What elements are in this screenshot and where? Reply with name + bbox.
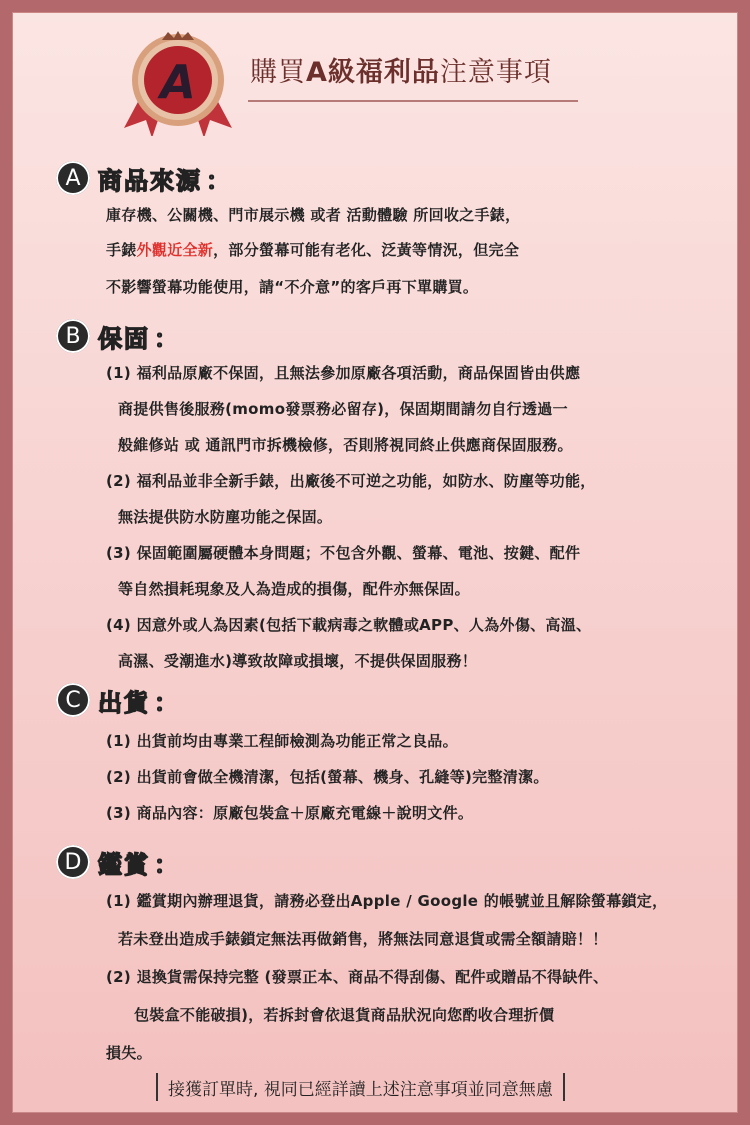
section-b-line: (3) 保固範圍屬硬體本身問題；不包含外觀、螢幕、電池、按鍵、配件 <box>106 544 581 562</box>
section-b-line: 高濕、受潮進水)導致故障或損壞，不提供保固服務！ <box>118 652 478 670</box>
section-b-title: 保固 <box>98 324 150 353</box>
section-b-line: (4) 因意外或人為因素(包括下載病毒之軟體或APP、人為外傷、高溫、 <box>106 616 592 634</box>
section-d-line: (1) 鑑賞期內辦理退貨，請務必登出Apple / Google 的帳號並且解除螢幕鎖定， <box>106 892 668 910</box>
section-d-line: (2) 退換貨需保持完整 (發票正本、商品不得刮傷、配件或贈品不得缺件、 <box>106 968 609 986</box>
section-a-line-2: 手錶外觀近全新，部分螢幕可能有老化、泛黃等情況，但完全 <box>106 241 520 259</box>
section-c-line: (1) 出貨前均由專業工程師檢測為功能正常之良品。 <box>106 732 458 750</box>
section-b-line: (1) 福利品原廠不保固，且無法參加原廠各項活動，商品保固皆由供應 <box>106 364 581 382</box>
section-c-line: (2) 出貨前會做全機清潔，包括(螢幕、機身、孔縫等)完整清潔。 <box>106 768 549 786</box>
section-a-title: 商品來源 <box>98 166 202 195</box>
section-a-line-3: 不影響螢幕功能使用，請“不介意”的客戶再下單購買。 <box>106 278 479 296</box>
section-letter-a: A <box>56 161 90 195</box>
section-d-header: D 鑑賞 ： <box>56 842 178 882</box>
section-b-line: 商提供售後服務(momo發票務必留存)，保固期間請勿自行透過一 <box>118 400 568 418</box>
section-a-line-1: 庫存機、公關機、門市展示機 或者 活動體驗 所回收之手錶， <box>106 206 521 224</box>
section-d-line: 損失。 <box>106 1044 152 1062</box>
section-letter-b: B <box>56 319 90 353</box>
title-underline <box>248 100 578 102</box>
section-b-line: 無法提供防水防塵功能之保固。 <box>118 508 333 526</box>
divider <box>563 1073 565 1101</box>
divider <box>156 1073 158 1101</box>
a-grade-badge-icon <box>118 28 238 136</box>
section-c-line: (3) 商品內容：原廠包裝盒＋原廠充電線＋說明文件。 <box>106 804 474 822</box>
section-letter-c: C <box>56 683 90 717</box>
section-a-header: A 商品來源 ： <box>56 158 230 198</box>
section-b-line: (2) 福利品並非全新手錶，出廠後不可逆之功能，如防水、防塵等功能， <box>106 472 596 490</box>
section-c-title: 出貨 <box>98 688 150 717</box>
page-title: 購買A級福利品注意事項 <box>250 57 552 88</box>
section-d-line: 若未登出造成手錶鎖定無法再做銷售，將無法同意退貨或需全額請賠！！ <box>118 930 608 948</box>
section-letter-d: D <box>56 845 90 879</box>
section-d-line: 包裝盒不能破損)，若拆封會依退貨商品狀況向您酌收合理折價 <box>134 1006 555 1024</box>
section-c-header: C 出貨 ： <box>56 680 178 720</box>
section-b-header: B 保固 ： <box>56 316 178 356</box>
section-b-line: 般維修站 或 通訊門市拆機檢修，否則將視同終止供應商保固服務。 <box>118 436 573 454</box>
footer-note: 接獲訂單時, 視同已經詳讀上述注意事項並同意無慮 <box>146 1072 575 1102</box>
svg-text:A: A <box>160 55 196 109</box>
section-b-line: 等自然損耗現象及人為造成的損傷，配件亦無保固。 <box>118 580 470 598</box>
highlight-text: 外觀近全新 <box>136 241 214 259</box>
section-d-title: 鑑賞 <box>98 850 150 879</box>
